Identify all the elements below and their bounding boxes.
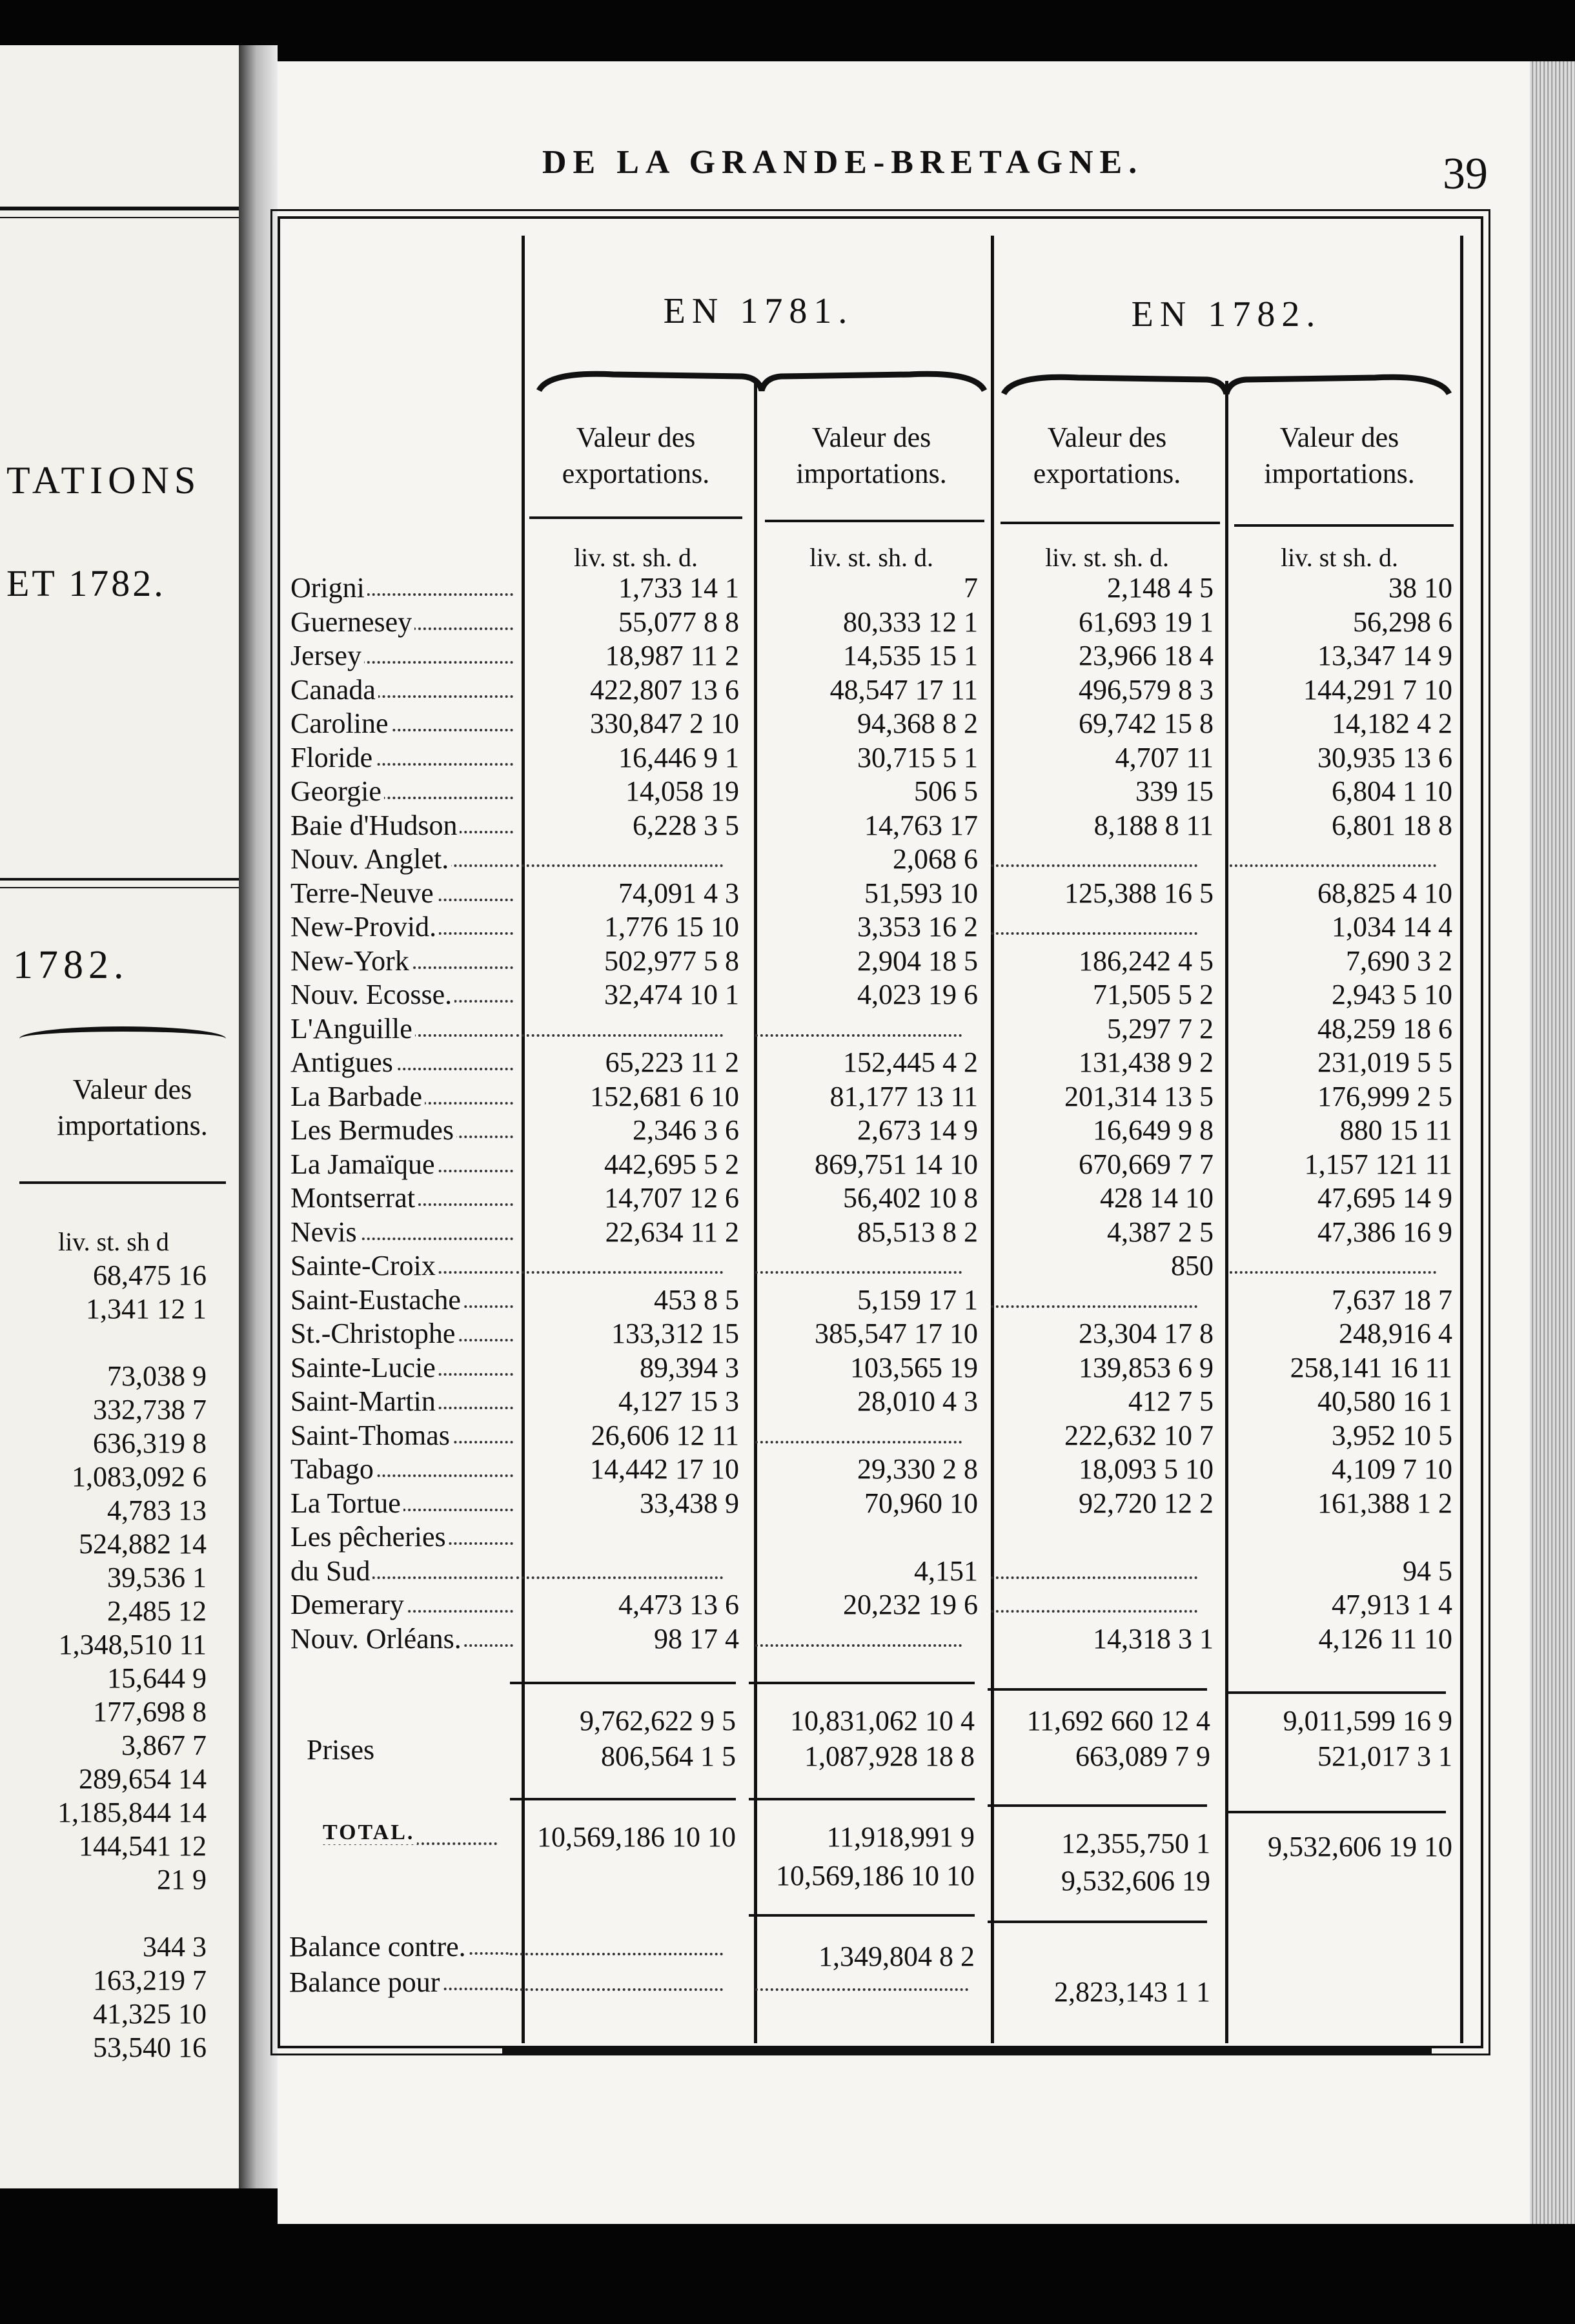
row-value: 2,943 5 10 [1332, 979, 1452, 1010]
row-value: 69,742 15 8 [1079, 708, 1214, 739]
left-page-value: 3,867 7 [121, 1729, 207, 1761]
header-imports-1781: Valeur des importations. [796, 422, 947, 489]
row-label: du Sud [290, 1554, 513, 1587]
row-value: 51,593 10 [864, 877, 978, 909]
left-page-year: 1782. [13, 943, 129, 987]
prises-label: Prises [307, 1734, 375, 1766]
left-page-value: 524,882 14 [79, 1528, 207, 1560]
left-page-title: TATIONS [6, 459, 201, 502]
row-value: 4,127 15 3 [618, 1385, 739, 1417]
row-value: 65,223 11 2 [605, 1046, 739, 1078]
row-value: 161,388 1 2 [1317, 1487, 1452, 1519]
units-imports-1781: liv. st. sh. d. [809, 543, 933, 572]
row-label: La Jamaïque [290, 1148, 513, 1181]
row-value: 880 15 11 [1339, 1114, 1452, 1146]
row-value: 38 10 [1388, 572, 1452, 604]
subtotal-imports-1781: 10,831,062 10 4 [790, 1705, 975, 1737]
row-label: Saint-Thomas [290, 1419, 513, 1452]
sum-rule [749, 1682, 975, 1684]
sum-rule [988, 1921, 1207, 1923]
row-value: 3,353 16 2 [857, 911, 978, 943]
table-row [0, 1487, 1452, 1520]
row-value: 47,695 14 9 [1317, 1182, 1452, 1214]
total-exports-1782: 12,355,750 1 [1061, 1828, 1210, 1859]
prises-imports-1782: 521,017 3 1 [1317, 1740, 1452, 1772]
row-value: 71,505 5 2 [1093, 979, 1214, 1010]
row-label: New-York [290, 944, 513, 977]
balance-contre-label: Balance contre. [289, 1930, 509, 1963]
prises-exports-1781: 806,564 1 5 [601, 1740, 736, 1772]
total-imports-1782: 9,532,606 19 10 [1268, 1831, 1452, 1862]
row-value: 14,763 17 [864, 810, 978, 841]
row-label: Nouv. Anglet. [290, 842, 513, 875]
total-exports-1781: 10,569,186 10 10 [537, 1821, 736, 1853]
units-exports-1781: liv. st. sh. d. [574, 543, 698, 572]
table-row [0, 1419, 1452, 1452]
sum-rule [749, 1914, 975, 1917]
row-value: 186,242 4 5 [1079, 945, 1214, 977]
row-value: 1,034 14 4 [1332, 911, 1452, 943]
header-rule [1234, 524, 1454, 527]
row-value: 56,298 6 [1353, 606, 1452, 638]
table-row [0, 1622, 1452, 1656]
row-value: 5,159 17 1 [857, 1284, 978, 1316]
left-page-value: 1,083,092 6 [72, 1461, 207, 1493]
row-label: St.-Christophe [290, 1317, 513, 1350]
row-value: 7,637 18 7 [1332, 1284, 1452, 1316]
row-label: Caroline [290, 707, 513, 740]
total-label: TOTAL. [323, 1820, 497, 1845]
row-value: 18,987 11 2 [605, 640, 739, 671]
sum-rule [510, 1798, 736, 1800]
row-value: 506 5 [914, 775, 978, 807]
row-value: 1,733 14 1 [618, 572, 739, 604]
left-page-value: 73,038 9 [107, 1360, 207, 1392]
table-row [0, 1520, 1214, 1554]
row-label: Les Bermudes [290, 1114, 513, 1147]
left-page-column-header: Valeur des importations. [57, 1074, 208, 1141]
header-rule [1001, 522, 1220, 524]
row-value: 2,673 14 9 [857, 1114, 978, 1146]
table-row [0, 1385, 1452, 1418]
row-value: 14,058 19 [625, 775, 739, 807]
table-row [0, 1216, 1452, 1249]
table-row [0, 1452, 1452, 1486]
row-label: Nouv. Ecosse. [290, 978, 513, 1011]
table-row [0, 639, 1452, 673]
row-label: Montserrat [290, 1181, 513, 1214]
row-value: 248,916 4 [1339, 1318, 1452, 1349]
row-value: 131,438 9 2 [1079, 1046, 1214, 1078]
row-value: 4,126 11 10 [1318, 1623, 1452, 1655]
row-value: 94,368 8 2 [857, 708, 978, 739]
row-label: Sainte-Croix [290, 1249, 513, 1282]
table-row [0, 1283, 1452, 1317]
year-1782: EN 1782. [1131, 294, 1322, 334]
row-value: 33,438 9 [640, 1487, 739, 1519]
row-value: 85,513 8 2 [857, 1216, 978, 1248]
sum-rule [988, 1804, 1207, 1807]
row-value: 89,394 3 [640, 1352, 739, 1383]
table-row [0, 606, 1452, 639]
row-value: 1,157 121 11 [1304, 1148, 1452, 1180]
row-label: Tabago [290, 1452, 513, 1485]
table-row [0, 1588, 1452, 1622]
row-value: 92,720 12 2 [1079, 1487, 1214, 1519]
brace-1781 [536, 365, 988, 397]
row-value: 139,853 6 9 [1079, 1352, 1214, 1383]
row-value: 81,177 13 11 [829, 1081, 978, 1112]
left-page-units: liv. st. sh d [58, 1227, 169, 1256]
header-exports-1781: Valeur des exportations. [562, 422, 710, 489]
left-page-value: 636,319 8 [93, 1427, 207, 1459]
sum-rule [1226, 1811, 1446, 1813]
row-label: La Barbade [290, 1080, 513, 1113]
units-imports-1782: liv. st sh. d. [1281, 543, 1398, 572]
row-value: 18,093 5 10 [1079, 1453, 1214, 1485]
row-value: 48,547 17 11 [829, 674, 978, 706]
row-value: 29,330 2 8 [857, 1453, 978, 1485]
row-label: Sainte-Lucie [290, 1351, 513, 1384]
row-value: 385,547 17 10 [815, 1318, 978, 1349]
row-value: 2,068 6 [893, 843, 978, 875]
row-value: 339 15 [1135, 775, 1214, 807]
row-value: 14,318 3 1 [1093, 1623, 1214, 1655]
row-value: 4,387 2 5 [1107, 1216, 1214, 1248]
row-label: Nevis [290, 1216, 513, 1249]
prises-imports-1781: 1,087,928 18 8 [804, 1740, 975, 1772]
row-value: 48,259 18 6 [1317, 1013, 1452, 1045]
row-label: Terre-Neuve [290, 877, 513, 910]
table-row [0, 1012, 1452, 1046]
table-row [0, 1181, 1452, 1215]
table-row [0, 673, 1452, 707]
sum-rule [988, 1688, 1207, 1691]
left-page-value: 2,485 12 [107, 1595, 207, 1627]
row-label: Saint-Eustache [290, 1283, 513, 1316]
prises-exports-1782: 663,089 7 9 [1075, 1740, 1210, 1772]
left-page-value [13, 1897, 207, 1930]
row-label: Nouv. Orléans. [290, 1622, 513, 1655]
table-row [0, 910, 1452, 944]
table-row [0, 775, 1452, 808]
row-value: 670,669 7 7 [1079, 1148, 1214, 1180]
running-head: DE LA GRANDE-BRETAGNE. [542, 144, 1144, 181]
row-value: 47,386 16 9 [1317, 1216, 1452, 1248]
row-value: 6,801 18 8 [1332, 810, 1452, 841]
table-row [0, 1317, 1452, 1351]
row-value: 330,847 2 10 [590, 708, 739, 739]
row-value: 14,535 15 1 [843, 640, 978, 671]
year-1781: EN 1781. [663, 291, 854, 331]
row-value: 6,228 3 5 [633, 810, 739, 841]
left-page-value: 53,540 16 [93, 2032, 207, 2063]
row-label: Canada [290, 673, 513, 706]
row-label: Saint-Martin [290, 1385, 513, 1418]
table-row [0, 877, 1452, 910]
row-value: 453 8 5 [654, 1284, 739, 1316]
row-label: Antigues [290, 1046, 513, 1079]
table-row [0, 571, 1452, 605]
left-page-value: 1,185,844 14 [57, 1797, 207, 1828]
row-value: 30,715 5 1 [857, 742, 978, 773]
row-value: 231,019 5 5 [1317, 1046, 1452, 1078]
row-value: 7,690 3 2 [1346, 945, 1452, 977]
left-page-value: 15,644 9 [107, 1662, 207, 1694]
row-value: 13,347 14 9 [1317, 640, 1452, 671]
left-page-value: 163,219 7 [93, 1964, 207, 1996]
row-value: 70,960 10 [864, 1487, 978, 1519]
row-value: 103,565 19 [850, 1352, 978, 1383]
left-page-value: 344 3 [143, 1931, 207, 1962]
row-value: 2,904 18 5 [857, 945, 978, 977]
row-value: 94 5 [1403, 1555, 1452, 1587]
row-value: 412 7 5 [1128, 1385, 1214, 1417]
table-row [0, 1080, 1452, 1114]
row-value: 442,695 5 2 [604, 1148, 739, 1180]
row-value: 133,312 15 [611, 1318, 739, 1349]
row-label: Guernesey [290, 606, 513, 638]
row-label: Baie d'Hudson [290, 809, 513, 842]
balance-contre-imports-1781: 1,349,804 8 2 [818, 1941, 975, 1972]
row-value: 3,952 10 5 [1332, 1420, 1452, 1451]
row-value: 7 [964, 572, 978, 604]
row-value: 4,151 [914, 1555, 978, 1587]
row-value: 30,935 13 6 [1317, 742, 1452, 773]
row-value: 28,010 4 3 [857, 1385, 978, 1417]
column-rule [1225, 381, 1228, 2043]
row-value: 32,474 10 1 [604, 979, 739, 1010]
brace-1782 [1001, 368, 1452, 400]
table-row [0, 978, 1452, 1012]
header-exports-1782: Valeur des exportations. [1033, 422, 1181, 489]
row-value: 176,999 2 5 [1317, 1081, 1452, 1112]
sum-rule [749, 1798, 975, 1800]
table-row [0, 707, 1452, 740]
header-rule [765, 520, 984, 522]
row-value: 152,445 4 2 [843, 1046, 978, 1078]
left-page-subtitle: ET 1782. [6, 562, 166, 604]
row-value: 55,077 8 8 [618, 606, 739, 638]
row-value: 74,091 4 3 [618, 877, 739, 909]
row-value: 14,182 4 2 [1332, 708, 1452, 739]
units-exports-1782: liv. st. sh. d. [1045, 543, 1169, 572]
row-value: 1,776 15 10 [604, 911, 739, 943]
left-page-value: 39,536 1 [107, 1562, 207, 1593]
row-value: 8,188 8 11 [1093, 810, 1214, 841]
row-value: 23,304 17 8 [1079, 1318, 1214, 1349]
table-row [0, 842, 1214, 876]
balance-pour-label: Balance pour [289, 1966, 509, 1999]
total-imports-1781: 11,918,991 9 [826, 1821, 975, 1853]
row-value: 14,707 12 6 [604, 1182, 739, 1214]
left-page-value: 332,738 7 [93, 1394, 207, 1425]
row-value: 422,807 13 6 [590, 674, 739, 706]
row-value: 61,693 19 1 [1079, 606, 1214, 638]
row-value: 125,388 16 5 [1064, 877, 1214, 909]
row-value: 40,580 16 1 [1317, 1385, 1452, 1417]
row-value: 502,977 5 8 [604, 945, 739, 977]
sum-rule [510, 1682, 736, 1684]
table-row [0, 1148, 1452, 1181]
table-row [0, 944, 1452, 978]
row-value: 56,402 10 8 [843, 1182, 978, 1214]
row-value: 869,751 14 10 [815, 1148, 978, 1180]
row-value: 16,649 9 8 [1093, 1114, 1214, 1146]
left-page-value: 4,783 13 [107, 1494, 207, 1526]
row-value: 22,634 11 2 [605, 1216, 739, 1248]
sum-rule [1226, 1691, 1446, 1694]
row-value: 428 14 10 [1100, 1182, 1214, 1214]
row-label: Floride [290, 741, 513, 774]
row-value: 152,681 6 10 [590, 1081, 739, 1112]
row-label: La Tortue [290, 1487, 513, 1520]
row-value: 2,346 3 6 [633, 1114, 739, 1146]
left-page-value: 144,541 12 [79, 1830, 207, 1862]
row-value: 80,333 12 1 [843, 606, 978, 638]
table-row [0, 1249, 1214, 1283]
table-row [0, 1046, 1452, 1079]
subtotal-exports-1781: 9,762,622 9 5 [580, 1705, 736, 1737]
row-value: 26,606 12 11 [591, 1420, 739, 1451]
row-value: 2,148 4 5 [1107, 572, 1214, 604]
left-page-value: 289,654 14 [79, 1763, 207, 1795]
table-row [0, 1554, 1452, 1588]
left-page-value: 1,341 12 1 [86, 1293, 207, 1325]
table-row [0, 809, 1452, 842]
row-value: 4,109 7 10 [1332, 1453, 1452, 1485]
left-page-rule [0, 207, 239, 218]
bottom-rule [502, 2046, 1432, 2054]
row-label: Demerary [290, 1588, 513, 1621]
row-value: 258,141 16 11 [1290, 1352, 1452, 1383]
left-page-value: 21 9 [157, 1864, 207, 1895]
row-value: 47,913 1 4 [1332, 1589, 1452, 1620]
row-value: 6,804 1 10 [1332, 775, 1452, 807]
column-rule [1460, 236, 1463, 2043]
table-row [0, 1351, 1452, 1385]
row-value: 144,291 7 10 [1303, 674, 1452, 706]
row-value: 98 17 4 [654, 1623, 739, 1655]
table-row [0, 741, 1452, 775]
row-label: L'Anguille [290, 1012, 513, 1045]
row-label: Les pêcheries [290, 1520, 513, 1553]
left-page-value: 41,325 10 [93, 1998, 207, 2030]
row-value: 68,825 4 10 [1317, 877, 1452, 909]
total-second-imports-1781: 10,569,186 10 10 [776, 1860, 975, 1891]
subtotal-exports-1782: 11,692 660 12 4 [1026, 1705, 1210, 1737]
row-value: 4,707 11 [1115, 742, 1214, 773]
row-label: Origni [290, 571, 513, 604]
subtotal-imports-1782: 9,011,599 16 9 [1283, 1705, 1452, 1737]
page-number: 39 [1443, 149, 1488, 199]
row-value: 23,966 18 4 [1079, 640, 1214, 671]
row-label: Jersey [290, 639, 513, 672]
row-label: Georgie [290, 775, 513, 808]
left-page-value: 1,348,510 11 [58, 1629, 207, 1660]
row-value: 16,446 9 1 [618, 742, 739, 773]
header-imports-1782: Valeur des importations. [1264, 422, 1415, 489]
row-label: New-Provid. [290, 910, 513, 943]
row-value: 201,314 13 5 [1064, 1081, 1214, 1112]
table-row [0, 1114, 1452, 1147]
row-value: 20,232 19 6 [843, 1589, 978, 1620]
row-value: 496,579 8 3 [1079, 674, 1214, 706]
balance-pour-exports-1782: 2,823,143 1 1 [1054, 1976, 1210, 2008]
left-page-value: 68,475 16 [93, 1259, 207, 1291]
row-value: 850 [1171, 1250, 1214, 1281]
row-value: 222,632 10 7 [1064, 1420, 1214, 1451]
page-edges [1530, 61, 1575, 2224]
header-rule [529, 516, 742, 519]
row-value: 4,023 19 6 [857, 979, 978, 1010]
total-second-exports-1782: 9,532,606 19 [1061, 1865, 1210, 1897]
row-value: 5,297 7 2 [1107, 1013, 1214, 1045]
row-value: 4,473 13 6 [618, 1589, 739, 1620]
row-value: 14,442 17 10 [590, 1453, 739, 1485]
left-page-value: 177,698 8 [93, 1696, 207, 1728]
